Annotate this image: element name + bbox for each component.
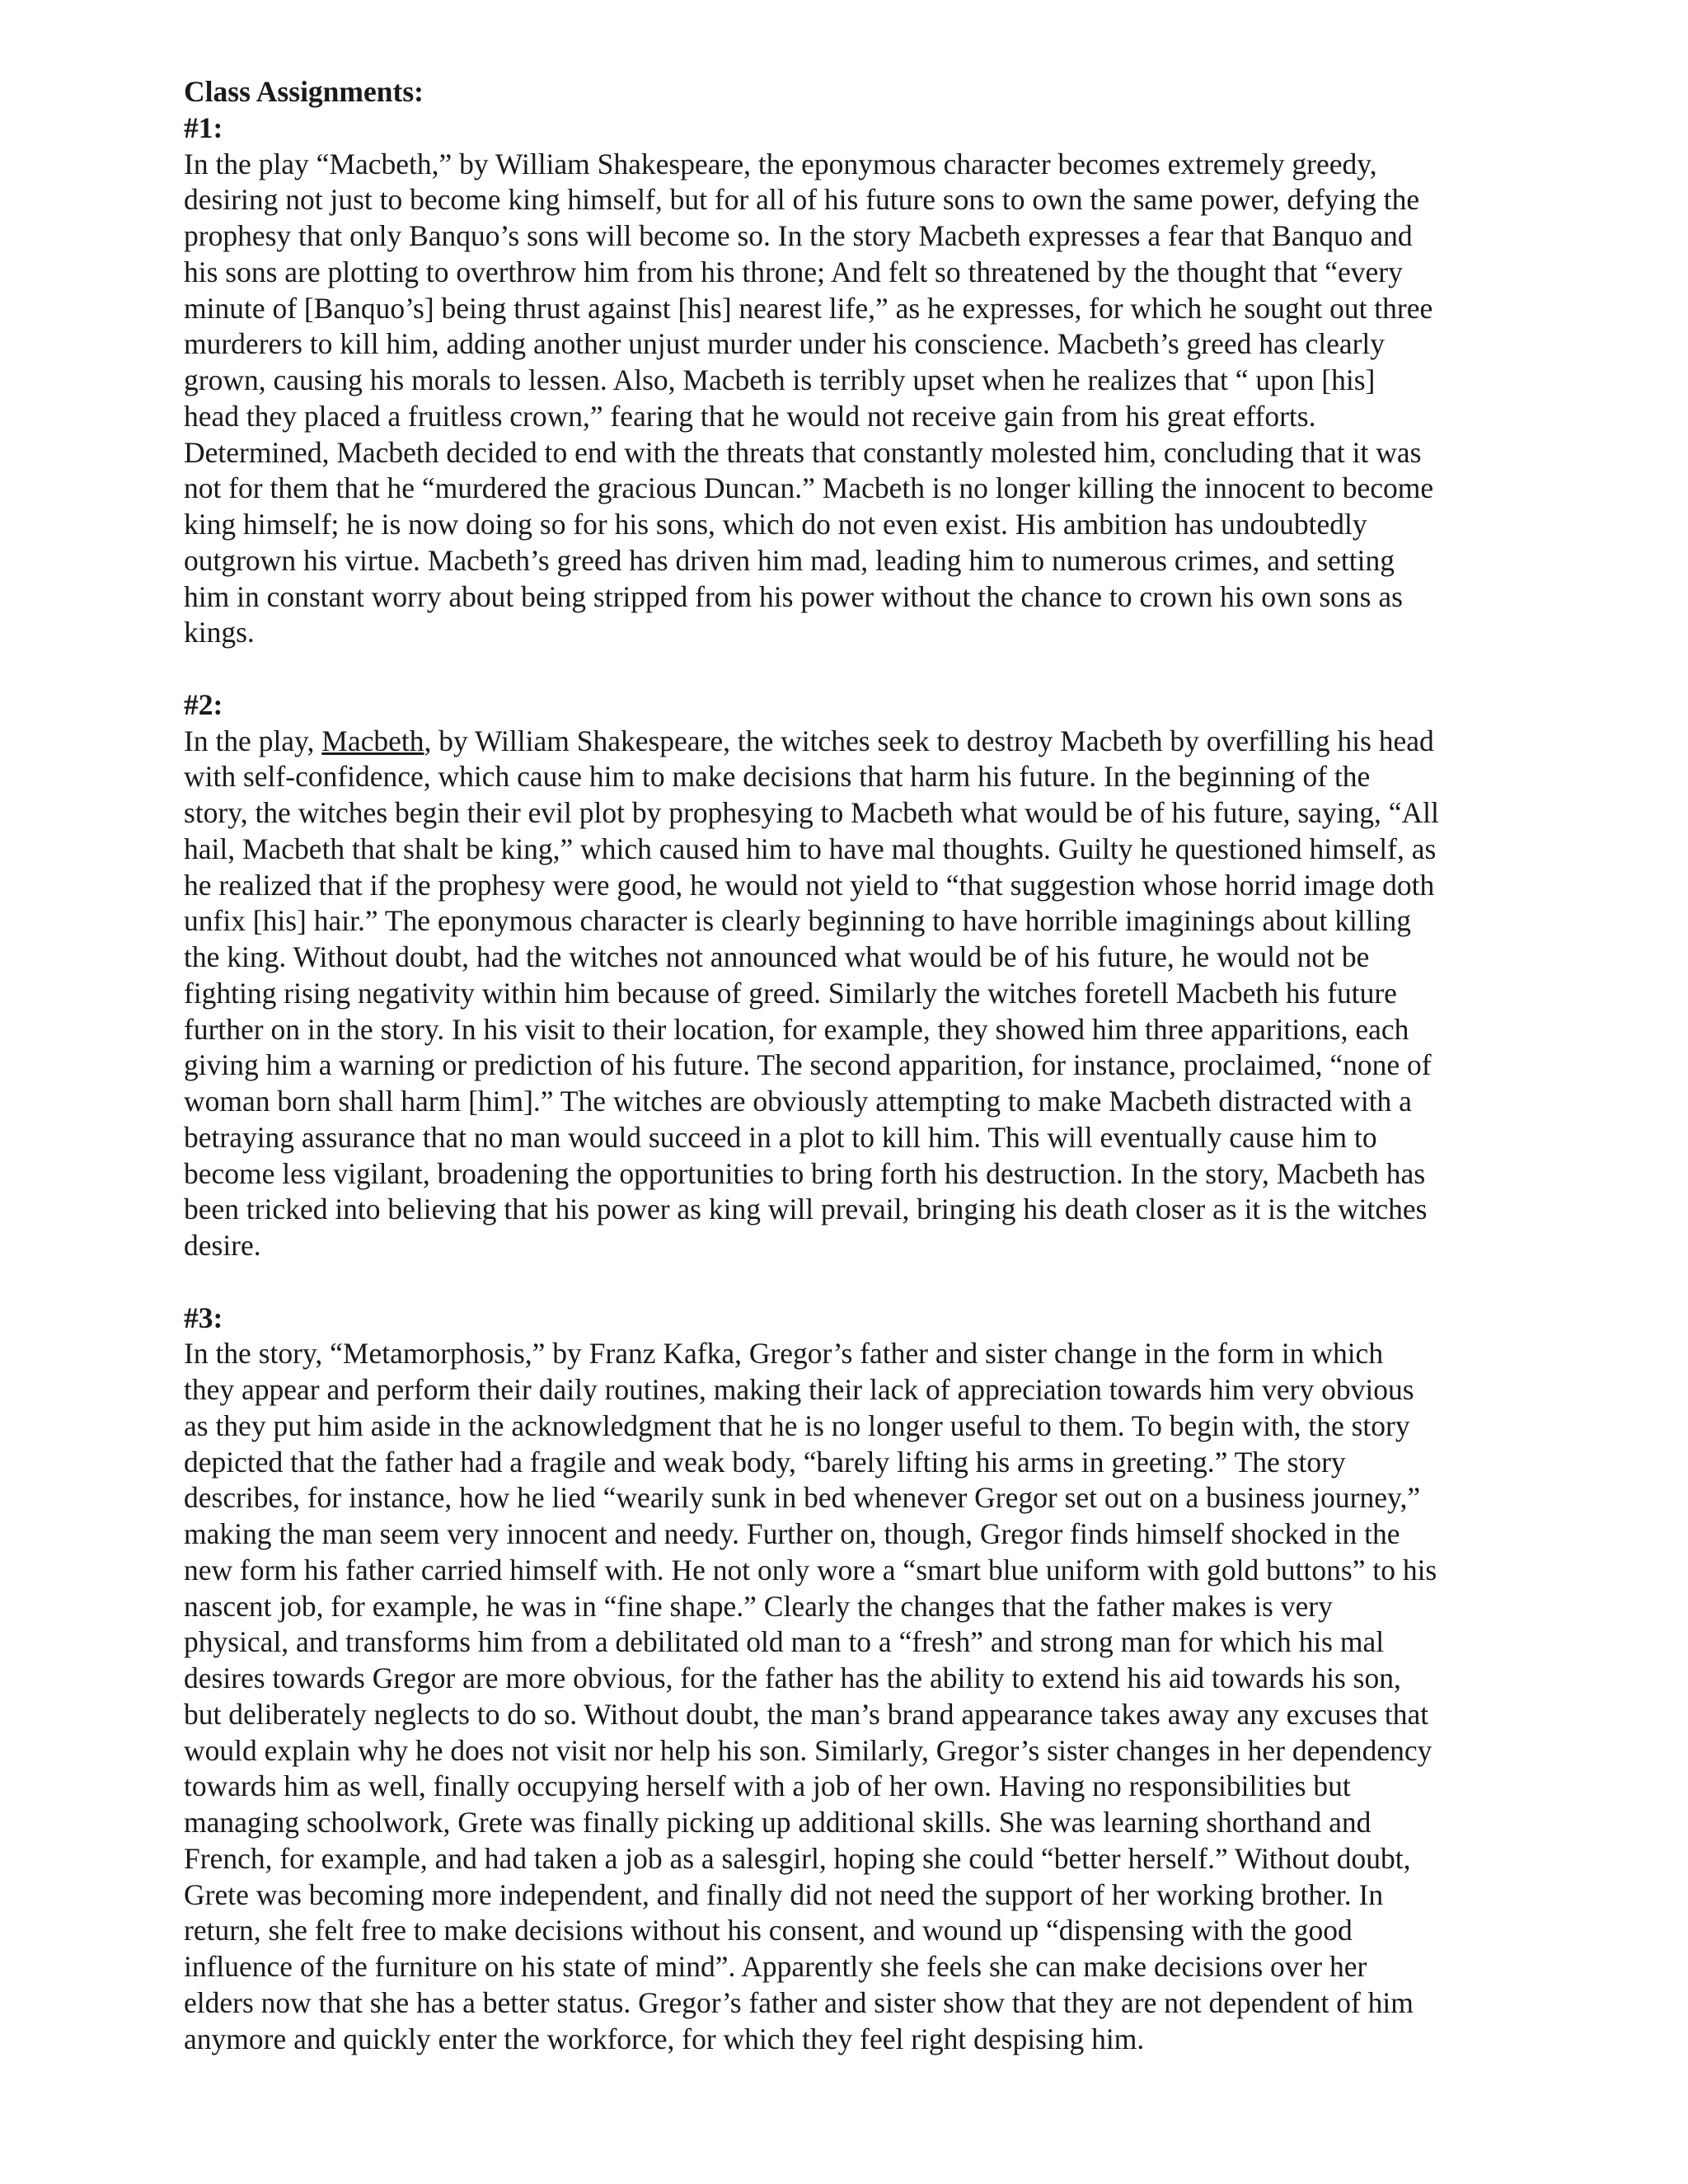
text-line: desires towards Gregor are more obvious, for the father has the ability to extend his aid towards his son,: [184, 1661, 1401, 1694]
text-line: outgrown his virtue. Macbeth’s greed has driven him mad, leading him to numerous crimes, and setting: [184, 543, 1395, 577]
text-line: Determined, Macbeth decided to end with the threats that constantly molested him, concluding that it was: [184, 435, 1422, 469]
text-line: anymore and quickly enter the workforce, for which they feel right despising him.: [184, 2022, 1145, 2055]
text-line: him in constant worry about being stripped from his power without the chance to crown his own sons as: [184, 579, 1403, 613]
text-line: been tricked into believing that his power as king will prevail, bringing his death closer as it is the witches: [184, 1193, 1428, 1226]
text-line: with self-confidence, which cause him to make decisions that harm his future. In the beginning of the: [184, 760, 1371, 794]
text-line: return, she felt free to make decisions without his consent, and wound up “dispensing with the good: [184, 1914, 1353, 1947]
text-line: head they placed a fruitless crown,” fearing that he would not receive gain from his great efforts.: [184, 399, 1316, 433]
document-page: [184, 74, 1536, 2057]
text-line: desiring not just to become king himself, but for all of his future sons to own the same power, defying the: [184, 183, 1420, 217]
text-line: In the play “Macbeth,” by William Shakespeare, the eponymous character becomes extremely greedy,: [184, 147, 1377, 180]
text-line: would explain why he does not visit nor help his son. Similarly, Gregor’s sister changes in her dependency: [184, 1733, 1432, 1767]
text-line: In the story, “Metamorphosis,” by Franz Kafka, Gregor’s father and sister change in the form in which: [184, 1337, 1384, 1371]
text-line: as they put him aside in the acknowledgment that he is no longer useful to them. To begin with, the story: [184, 1408, 1410, 1442]
assignment-2-heading: #2:: [184, 687, 223, 721]
text-line: nascent job, for example, he was in “fine shape.” Clearly the changes that the father makes is very: [184, 1589, 1333, 1623]
text-line: French, for example, and had taken a job as a salesgirl, hoping she could “better herself.” Without doubt,: [184, 1841, 1411, 1875]
assignment-1: [184, 110, 1536, 651]
text-line: grown, causing his morals to lessen. Also, Macbeth is terribly upset when he realizes that “ upon [his]: [184, 363, 1376, 396]
text-line: they appear and perform their daily routines, making their lack of appreciation towards him very obvious: [184, 1373, 1414, 1406]
text-line: [184, 724, 1536, 760]
text-line: betraying assurance that no man would succeed in a plot to kill him. This will eventually cause him to: [184, 1120, 1377, 1154]
text-line: elders now that she has a better status. Gregor’s father and sister show that they are not dependent of him: [184, 1985, 1414, 2019]
assignment-2: [184, 687, 1536, 1264]
text-line: not for them that he “murdered the gracious Duncan.” Macbeth is no longer killing the innocent to become: [184, 471, 1434, 505]
text-line: influence of the furniture on his state of mind”. Apparently she feels she can make decisions over her: [184, 1950, 1367, 1983]
text-line: become less vigilant, broadening the opportunities to bring forth his destruction. In the story, Macbeth has: [184, 1156, 1426, 1190]
text-line: hail, Macbeth that shalt be king,” which caused him to have mal thoughts. Guilty he questioned himself, as: [184, 832, 1437, 865]
text-line: giving him a warning or prediction of his future. The second apparition, for instance, proclaimed, “none of: [184, 1048, 1432, 1082]
first-line-after: , by William Shakespeare, the witches seek to destroy Macbeth by overfilling his head: [424, 724, 1434, 757]
text-line: desire.: [184, 1229, 261, 1262]
text-line: kings.: [184, 616, 255, 649]
text-line: his sons are plotting to overthrow him from his throne; And felt so threatened by the thought that “every: [184, 255, 1403, 288]
text-line: woman born shall harm [him].” The witches are obviously attempting to make Macbeth distracted with a: [184, 1085, 1412, 1118]
text-line: king himself; he is now doing so for his sons, which do not even exist. His ambition has undoubtedly: [184, 508, 1367, 541]
text-line: managing schoolwork, Grete was finally picking up additional skills. She was learning shorthand and: [184, 1806, 1372, 1839]
text-line: describes, for instance, how he lied “wearily sunk in bed whenever Gregor set out on a business journey,”: [184, 1481, 1421, 1515]
text-line: prophesy that only Banquo’s sons will become so. In the story Macbeth expresses a fear that Banquo and: [184, 219, 1413, 252]
text-line: further on in the story. In his visit to their location, for example, they showed him three apparitions, each: [184, 1012, 1409, 1046]
document-title: Class Assignments:: [184, 75, 424, 108]
text-line: making the man seem very innocent and needy. Further on, though, Gregor finds himself shocked in the: [184, 1517, 1400, 1550]
assignment-1-heading: #1:: [184, 110, 223, 144]
play-title: Macbeth: [321, 724, 424, 757]
assignment-3-body: [184, 1336, 1536, 2057]
assignment-3-heading: #3:: [184, 1301, 223, 1334]
assignment-3: [184, 1301, 1536, 2058]
text-line: he realized that if the prophesy were good, he would not yield to “that suggestion whose horrid image doth: [184, 868, 1435, 902]
text-line: depicted that the father had a fragile and weak body, “barely lifting his arms in greeting.” The story: [184, 1445, 1346, 1479]
text-line: story, the witches begin their evil plot by prophesying to Macbeth what would be of his future, saying, “All: [184, 796, 1439, 829]
text-line: minute of [Banquo’s] being thrust against [his] nearest life,” as he expresses, for which he sought out three: [184, 291, 1433, 325]
text-line: the king. Without doubt, had the witches not announced what would be of his future, he would not be: [184, 940, 1370, 973]
assignment-1-body: [184, 147, 1536, 652]
text-line: murderers to kill him, adding another unjust murder under his conscience. Macbeth’s greed has clearly: [184, 327, 1386, 361]
assignment-2-body: [184, 724, 1536, 1264]
text-line: physical, and transforms him from a debilitated old man to a “fresh” and strong man for which his mal: [184, 1625, 1385, 1659]
text-line: new form his father carried himself with. He not only wore a “smart blue uniform with gold buttons” to his: [184, 1553, 1437, 1586]
first-line-before: In the play,: [184, 724, 322, 757]
text-line: towards him as well, finally occupying herself with a job of her own. Having no responsibilities but: [184, 1769, 1351, 1803]
text-line: unfix [his] hair.” The eponymous character is clearly beginning to have horrible imaginings about killing: [184, 904, 1411, 938]
text-line: but deliberately neglects to do so. Without doubt, the man’s brand appearance takes away any excuses that: [184, 1697, 1429, 1731]
text-line: fighting rising negativity within him because of greed. Similarly the witches foretell Macbeth his future: [184, 976, 1397, 1010]
text-line: Grete was becoming more independent, and finally did not need the support of her working brother. In: [184, 1877, 1384, 1911]
